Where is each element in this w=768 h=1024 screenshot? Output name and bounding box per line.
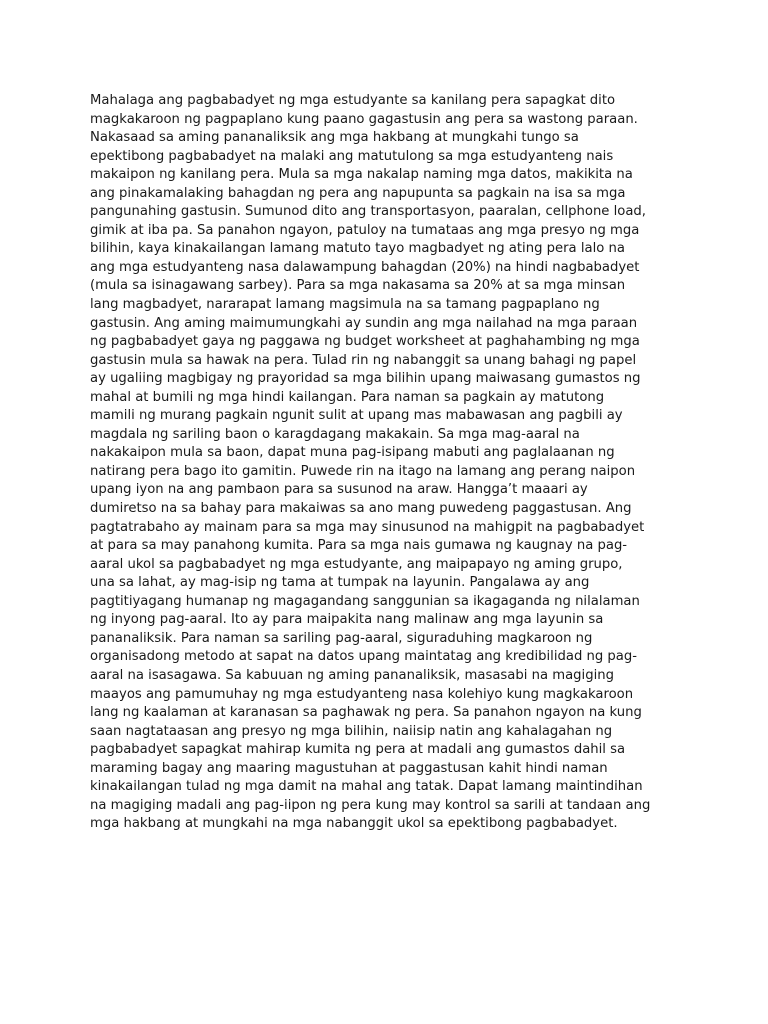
paragraph-line: ng pagbabadyet gaya ng paggawa ng budget worksheet at paghahambing ng mga (90, 334, 640, 350)
paragraph-line: ay ugaliing magbigay ng prayoridad sa mga bilihin upang maiwasang gumastos ng (90, 371, 641, 387)
paragraph-line: maayos ang pamumuhay ng mga estudyanteng nasa kolehiyo kung magkakaroon (90, 686, 634, 702)
paragraph-line: (mula sa isinagawang sarbey). Para sa mga nakasama sa 20% at sa mga minsan (90, 278, 626, 294)
paragraph-line: upang iyon na ang pambaon para sa susunod na araw. Hangga’t maaari ay (90, 482, 588, 498)
paragraph-line: magdala ng sariling baon o karagdagang makakain. Sa mga mag-aaral na (90, 426, 580, 442)
paragraph-line: epektibong pagbabadyet na malaki ang matutulong sa mga estudyanteng nais (90, 148, 614, 164)
paragraph-line: bilihin, kaya kinakailangan lamang matuto tayo magbadyet ng ating pera lalo na (90, 241, 625, 257)
paragraph-line: una sa lahat, ay mag-isip ng tama at tumpak na layunin. Pangalawa ay ang (90, 575, 590, 591)
paragraph-line: gimik at iba pa. Sa panahon ngayon, patuloy na tumataas ang mga presyo ng mga (90, 222, 640, 238)
paragraph-line: maraming bagay ang maaring magustuhan at paggastusan kahit hindi naman (90, 760, 608, 776)
paragraph-line: saan nagtataasan ang presyo ng mga bilihin, naiisip natin ang kahalagahan ng (90, 723, 613, 739)
paragraph-line: na magiging madali ang pag-iipon ng pera kung may kontrol sa sarili at tandaan ang (90, 797, 651, 813)
paragraph-line: organisadong metodo at sapat na datos upang maintatag ang kredibilidad ng pag- (90, 649, 638, 665)
paragraph-line: gastusin mula sa hawak na pera. Tulad rin ng nabanggit sa unang bahagi ng papel (90, 352, 637, 368)
paragraph-line: lang magbadyet, nararapat lamang magsimula na sa tamang pagpaplano ng (90, 297, 600, 313)
paragraph-line: lang ng kaalaman at karanasan sa paghawak ng pera. Sa panahon ngayon na kung (90, 705, 642, 721)
paragraph-line: mga hakbang at mungkahi na mga nabanggit ukol sa epektibong pagbabadyet. (90, 816, 618, 832)
paragraph-line: mahal at bumili ng mga hindi kailangan. Para naman sa pagkain ay matutong (90, 389, 605, 405)
body-paragraph (90, 92, 710, 834)
paragraph-line: pagtitiyagang humanap ng magagandang sanggunian sa ikagaganda ng nilalaman (90, 593, 640, 609)
paragraph-line: Mahalaga ang pagbabadyet ng mga estudyante sa kanilang pera sapagkat dito (90, 93, 616, 108)
paragraph-line: pagbabadyet sapagkat mahirap kumita ng pera at madali ang gumastos dahil sa (90, 742, 626, 758)
paragraph-line: gastusin. Ang aming maimumungkahi ay sundin ang mga nailahad na mga paraan (90, 315, 638, 331)
paragraph-line: nakakaipon mula sa baon, dapat muna pag-isipang mabuti ang paglalaanan ng (90, 445, 615, 461)
paragraph-line: aaral ukol sa pagbabadyet ng mga estudyante, ang maipapayo ng aming grupo, (90, 556, 623, 572)
paragraph-line: natirang pera bago ito gamitin. Puwede rin na itago na lamang ang perang naipon (90, 463, 636, 479)
paragraph-line: Nakasaad sa aming pananaliksik ang mga hakbang at mungkahi tungo sa (90, 130, 579, 146)
paragraph-line: at para sa may panahong kumita. Para sa mga nais gumawa ng kaugnay na pag- (90, 538, 628, 554)
paragraph-line: pananaliksik. Para naman sa sariling pag-aaral, siguraduhing magkaroon ng (90, 630, 593, 646)
paragraph-line: pangunahing gastusin. Sumunod dito ang transportasyon, paaralan, cellphone load, (90, 204, 646, 220)
paragraph-line: ng inyong pag-aaral. Ito ay para maipakita nang malinaw ang mga layunin sa (90, 612, 604, 628)
paragraph-line: ang mga estudyanteng nasa dalawampung bahagdan (20%) na hindi nagbabadyet (90, 259, 640, 275)
paragraph-line: magkakaroon ng pagpaplano kung paano gagastusin ang pera sa wastong paraan. (90, 111, 638, 127)
paragraph-line: dumiretso na sa bahay para makaiwas sa ano mang puwedeng paggastusan. Ang (90, 501, 632, 517)
paragraph-line: pagtatrabaho ay mainam para sa mga may sinusunod na mahigpit na pagbabadyet (90, 519, 645, 535)
paragraph-line: makaipon ng kanilang pera. Mula sa mga nakalap naming mga datos, makikita na (90, 167, 633, 183)
paragraph-line: aaral na isasagawa. Sa kabuuan ng aming pananaliksik, masasabi na magiging (90, 667, 614, 683)
paragraph-line: mamili ng murang pagkain ngunit sulit at upang mas mabawasan ang pagbili ay (90, 408, 623, 424)
paragraph-line: kinakailangan tulad ng mga damit na mahal ang tatak. Dapat lamang maintindihan (90, 779, 643, 795)
paragraph-line: ang pinakamalaking bahagdan ng pera ang napupunta sa pagkain na isa sa mga (90, 185, 626, 201)
